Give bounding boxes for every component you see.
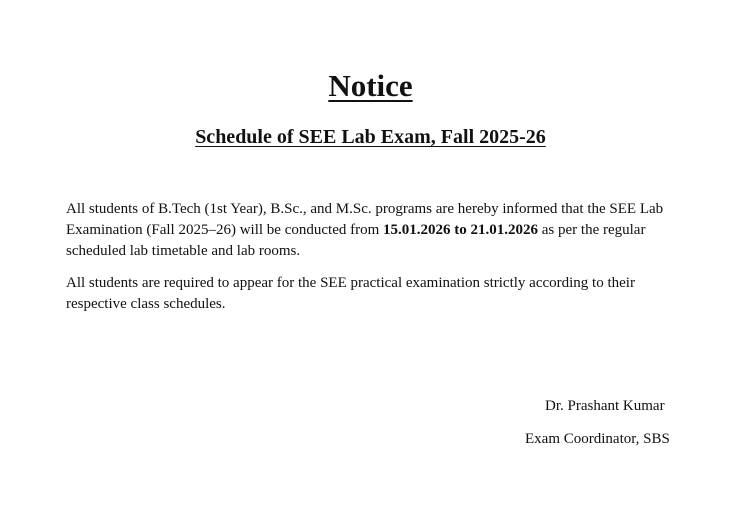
paragraph-1-intro: All students of B.Tech (1st Year), B.Sc., and M.Sc. programs are hereby informed that the SEE Lab Examination (Fall 2025–26) will be conducted from: [66, 201, 664, 238]
notice-title: [0, 66, 741, 106]
exam-date-range: 15.01.2026 to 21.01.2026: [383, 222, 539, 238]
notice-paragraph-2: All students are required to appear for the SEE practical examination strictly according to their respective class schedules.: [66, 275, 635, 312]
notice-subtitle: [0, 124, 741, 150]
signatory-name: Dr. Prashant Kumar: [545, 398, 665, 414]
notice-paragraph-1: [66, 199, 676, 262]
notice-title-text: Notice: [328, 68, 413, 103]
paragraph-1-outro: as per the regular scheduled lab timetable and lab rooms.: [66, 222, 646, 259]
signatory-designation: Exam Coordinator, SBS: [525, 431, 670, 447]
notice-subtitle-text: Schedule of SEE Lab Exam, Fall 2025-26: [195, 126, 546, 148]
